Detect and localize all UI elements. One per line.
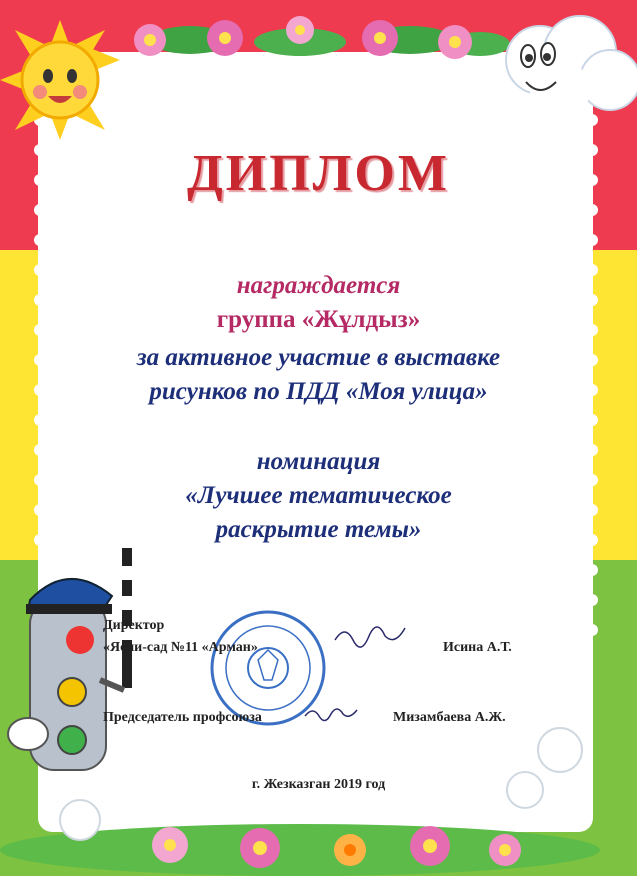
place-date: г. Жезказган 2019 год <box>251 777 386 792</box>
nomination-line-1: «Лучшее тематическое <box>185 482 452 509</box>
nomination-label: номинация <box>256 448 381 475</box>
official-seal-icon <box>212 612 324 724</box>
director-title: Директор <box>103 618 165 633</box>
cloud-icon <box>506 16 637 120</box>
chair-title: Председатель профсоюза <box>103 710 262 725</box>
nomination-line-2: раскрытие темы» <box>215 516 422 543</box>
chair-signature <box>305 709 357 721</box>
director-org: «Ясли-сад №11 «Арман» <box>103 640 258 655</box>
diploma-title: ДИПЛОМ <box>187 145 450 202</box>
group-name: группа «Жұлдыз» <box>216 306 421 333</box>
traffic-light-mascot-icon <box>8 548 132 770</box>
chair-name: Мизамбаева А.Ж. <box>393 710 506 725</box>
sun-icon <box>0 20 120 140</box>
awarded-text: награждается <box>236 272 401 299</box>
director-name: Исина А.Т. <box>443 640 512 655</box>
reason-line-1: за активное участие в выставке <box>136 344 501 371</box>
reason-line-2: рисунков по ПДД «Моя улица» <box>149 378 488 405</box>
director-signature <box>335 627 405 647</box>
flower-icon <box>134 16 510 59</box>
